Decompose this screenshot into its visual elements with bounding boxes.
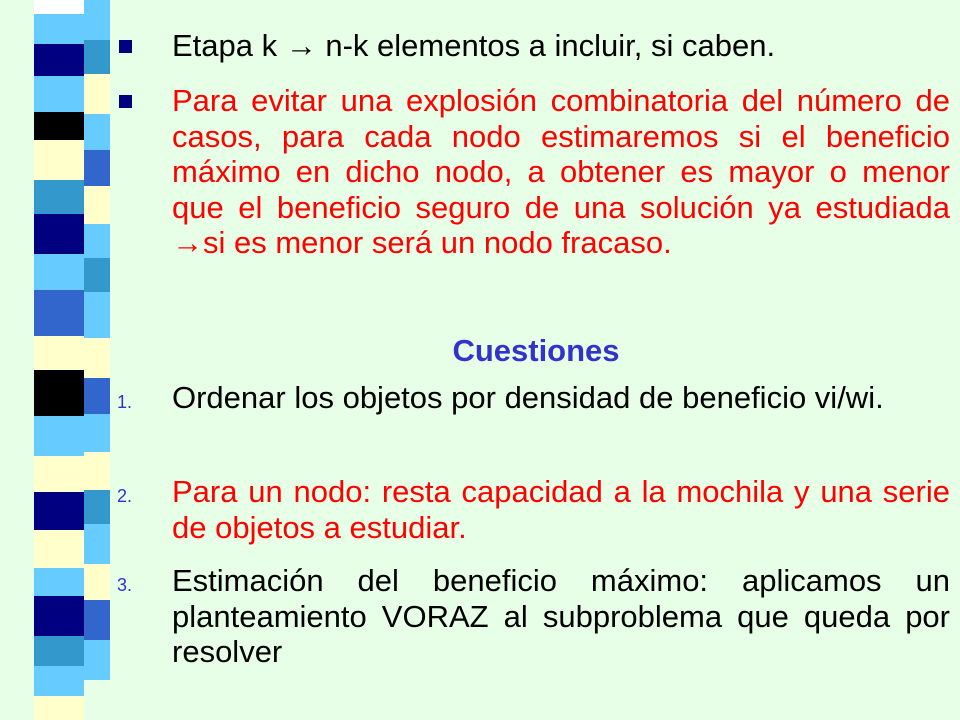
left-margin	[0, 0, 34, 720]
decorative-strip-main	[34, 0, 84, 720]
numbered-text-2: Para un nodo: resta capacidad a la mochila y una serie de objetos a estudiar.	[172, 474, 950, 545]
bullet-text-1: Etapa k → n-k elementos a incluir, si caben.	[172, 28, 776, 63]
square-bullet-icon	[119, 40, 132, 53]
arrow-icon: →	[172, 225, 203, 260]
square-bullet-icon	[119, 95, 132, 108]
item-number: 2.	[117, 486, 133, 506]
arrow-icon: →	[285, 28, 317, 63]
item-number: 3.	[117, 575, 133, 595]
item-number: 1.	[117, 392, 133, 412]
slide-content	[112, 0, 960, 720]
numbered-text-3: Estimación del beneficio máximo: aplicamos un planteamiento VORAZ al subproblema que queda por resolver	[172, 563, 950, 669]
decorative-strip-secondary	[84, 0, 110, 720]
bullet-text-2: Para evitar una explosión combinatoria del número de casos, para cada nodo estimaremos si el beneficio máximo en dicho nodo, a obtener es mayor o menor que el beneficio seguro de una solución ya estudiada →si es menor será un nodo fracaso.	[172, 83, 950, 260]
section-title: Cuestiones	[452, 333, 620, 368]
numbered-text-1: Ordenar los objetos por densidad de beneficio vi/wi.	[172, 380, 884, 415]
